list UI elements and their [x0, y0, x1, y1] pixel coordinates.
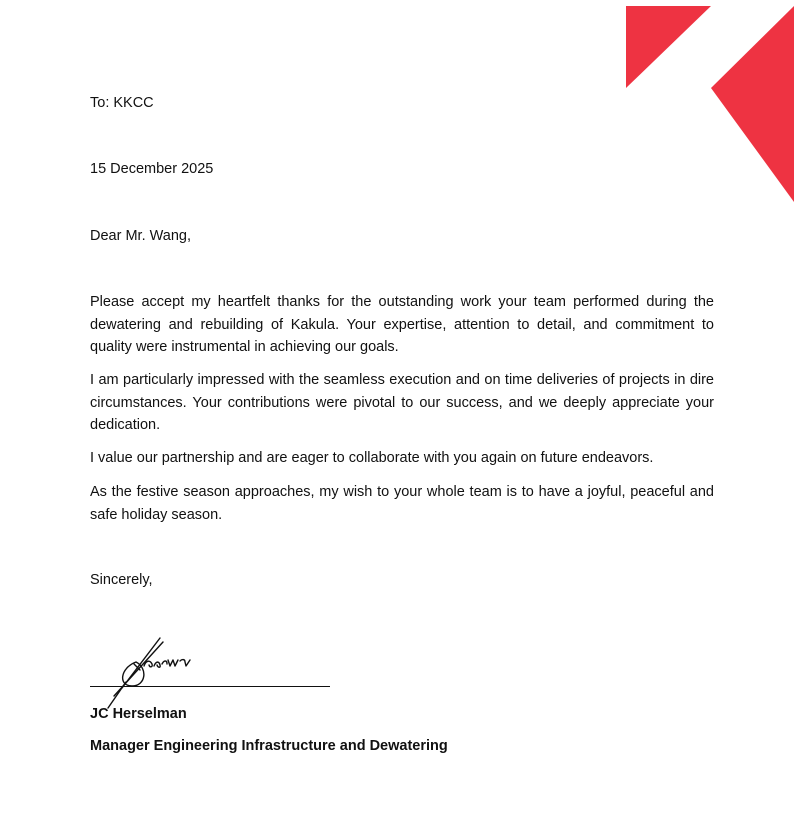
company-logo-icon	[614, 0, 803, 210]
body-paragraph-3: I value our partnership and are eager to collaborate with you again on future endeavors.	[90, 450, 654, 466]
signature-line	[90, 686, 330, 687]
recipient-line: To: KKCC	[90, 95, 154, 111]
salutation: Dear Mr. Wang,	[90, 228, 191, 244]
closing: Sincerely,	[90, 572, 153, 588]
letter-date: 15 December 2025	[90, 161, 214, 177]
handwritten-signature-icon	[100, 630, 210, 710]
logo-left-triangle	[626, 6, 711, 88]
body-paragraph-4: As the festive season approaches, my wish to your whole team is to have a joyful, peaceful and safe holiday season.	[90, 484, 714, 523]
signer-name: JC Herselman	[90, 706, 187, 722]
logo-right-triangle	[711, 6, 794, 202]
signer-title: Manager Engineering Infrastructure and Dewatering	[90, 738, 448, 754]
body-paragraph-1: Please accept my heartfelt thanks for the outstanding work your team performed during the dewatering and rebuilding of Kakula. Your expertise, attention to detail, and commitment to quality were instrumental in achieving our goals.	[90, 294, 714, 355]
body-paragraph-2: I am particularly impressed with the seamless execution and on time deliveries of projects in dire circumstances. Your contributions were pivotal to our success, and we deeply appreciate your dedication.	[90, 372, 714, 433]
